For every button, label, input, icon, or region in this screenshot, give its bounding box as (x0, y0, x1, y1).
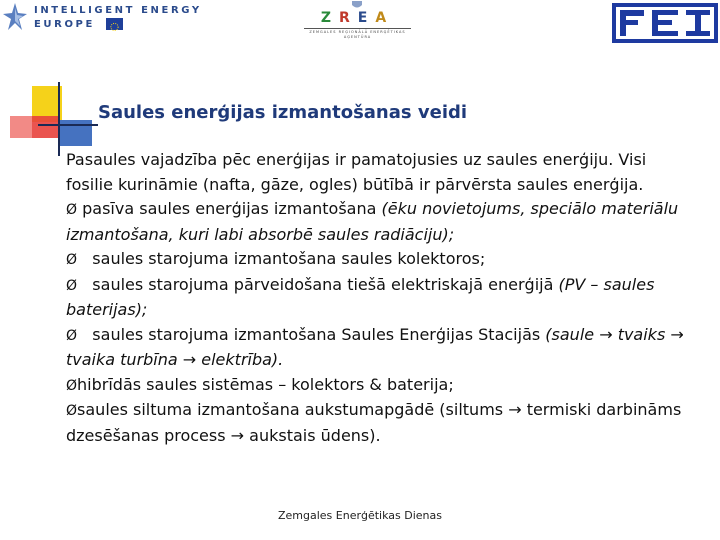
fei-logo-icon (612, 3, 718, 43)
arrow-bullet-icon: Ø (66, 377, 78, 394)
bullet-item: Øsaules siltuma izmantošana aukstumapgādē (siltums → termiski darbināms dzesēšanas process → aukstais ūdens). (66, 400, 682, 445)
bullet-item: Ø saules starojuma pārveidošana tiešā elektriskajā enerģijā (PV – saules baterijas); (66, 274, 655, 319)
arrow-bullet-icon: Ø (66, 327, 78, 344)
zrea-subtitle: ZEMGALES REĢIONĀLĀ ENERĢĒTIKAS AĢENTŪRA (309, 30, 406, 39)
arrow-bullet-icon: Ø (66, 403, 78, 419)
fei-logo (612, 3, 718, 43)
zrea-title: ZREA (320, 10, 395, 26)
arrow-bullet-icon: Ø (66, 202, 78, 218)
bullet-item: Ø saules starojuma izmantošana Saules Enerģijas Stacijās (saule → tvaiks → tvaika turbīna → elektrība). (66, 324, 684, 369)
ie-title-line1: INTELLIGENT ENERGY (34, 5, 202, 16)
zrea-logo (300, 0, 415, 46)
intelligent-energy-logo (0, 0, 200, 40)
zrea-crest-icon (351, 0, 363, 10)
bullet-item: Øhibrīdās saules sistēmas – kolektors & baterija; (66, 374, 454, 394)
eu-flag-icon (106, 18, 123, 30)
intelligent-energy-star-icon (2, 2, 28, 32)
arrow-bullet-icon: Ø (66, 277, 78, 294)
bullet-item: Ø pasīva saules enerģijas izmantošana (ēku novietojums, speciālo materiālu izmantošana, kuri labi absorbē saules radiāciju); (66, 199, 679, 244)
slide-body (66, 148, 686, 448)
ie-title-line2: EUROPE (34, 19, 95, 30)
bullet-item: Ø saules starojuma izmantošana saules kolektoros; (66, 249, 486, 268)
slide-footer: Zemgales Enerģētikas Dienas (277, 509, 442, 522)
slide-title: Saules enerģijas izmantošanas veidi (98, 102, 468, 123)
intro-paragraph: Pasaules vajadzība pēc enerģijas ir pamatojusies uz saules enerģiju. Visi fosilie kurināmie (nafta, gāze, ogles) būtībā ir pārvērsta saules enerģija. (66, 150, 647, 194)
arrow-bullet-icon: Ø (66, 252, 78, 268)
